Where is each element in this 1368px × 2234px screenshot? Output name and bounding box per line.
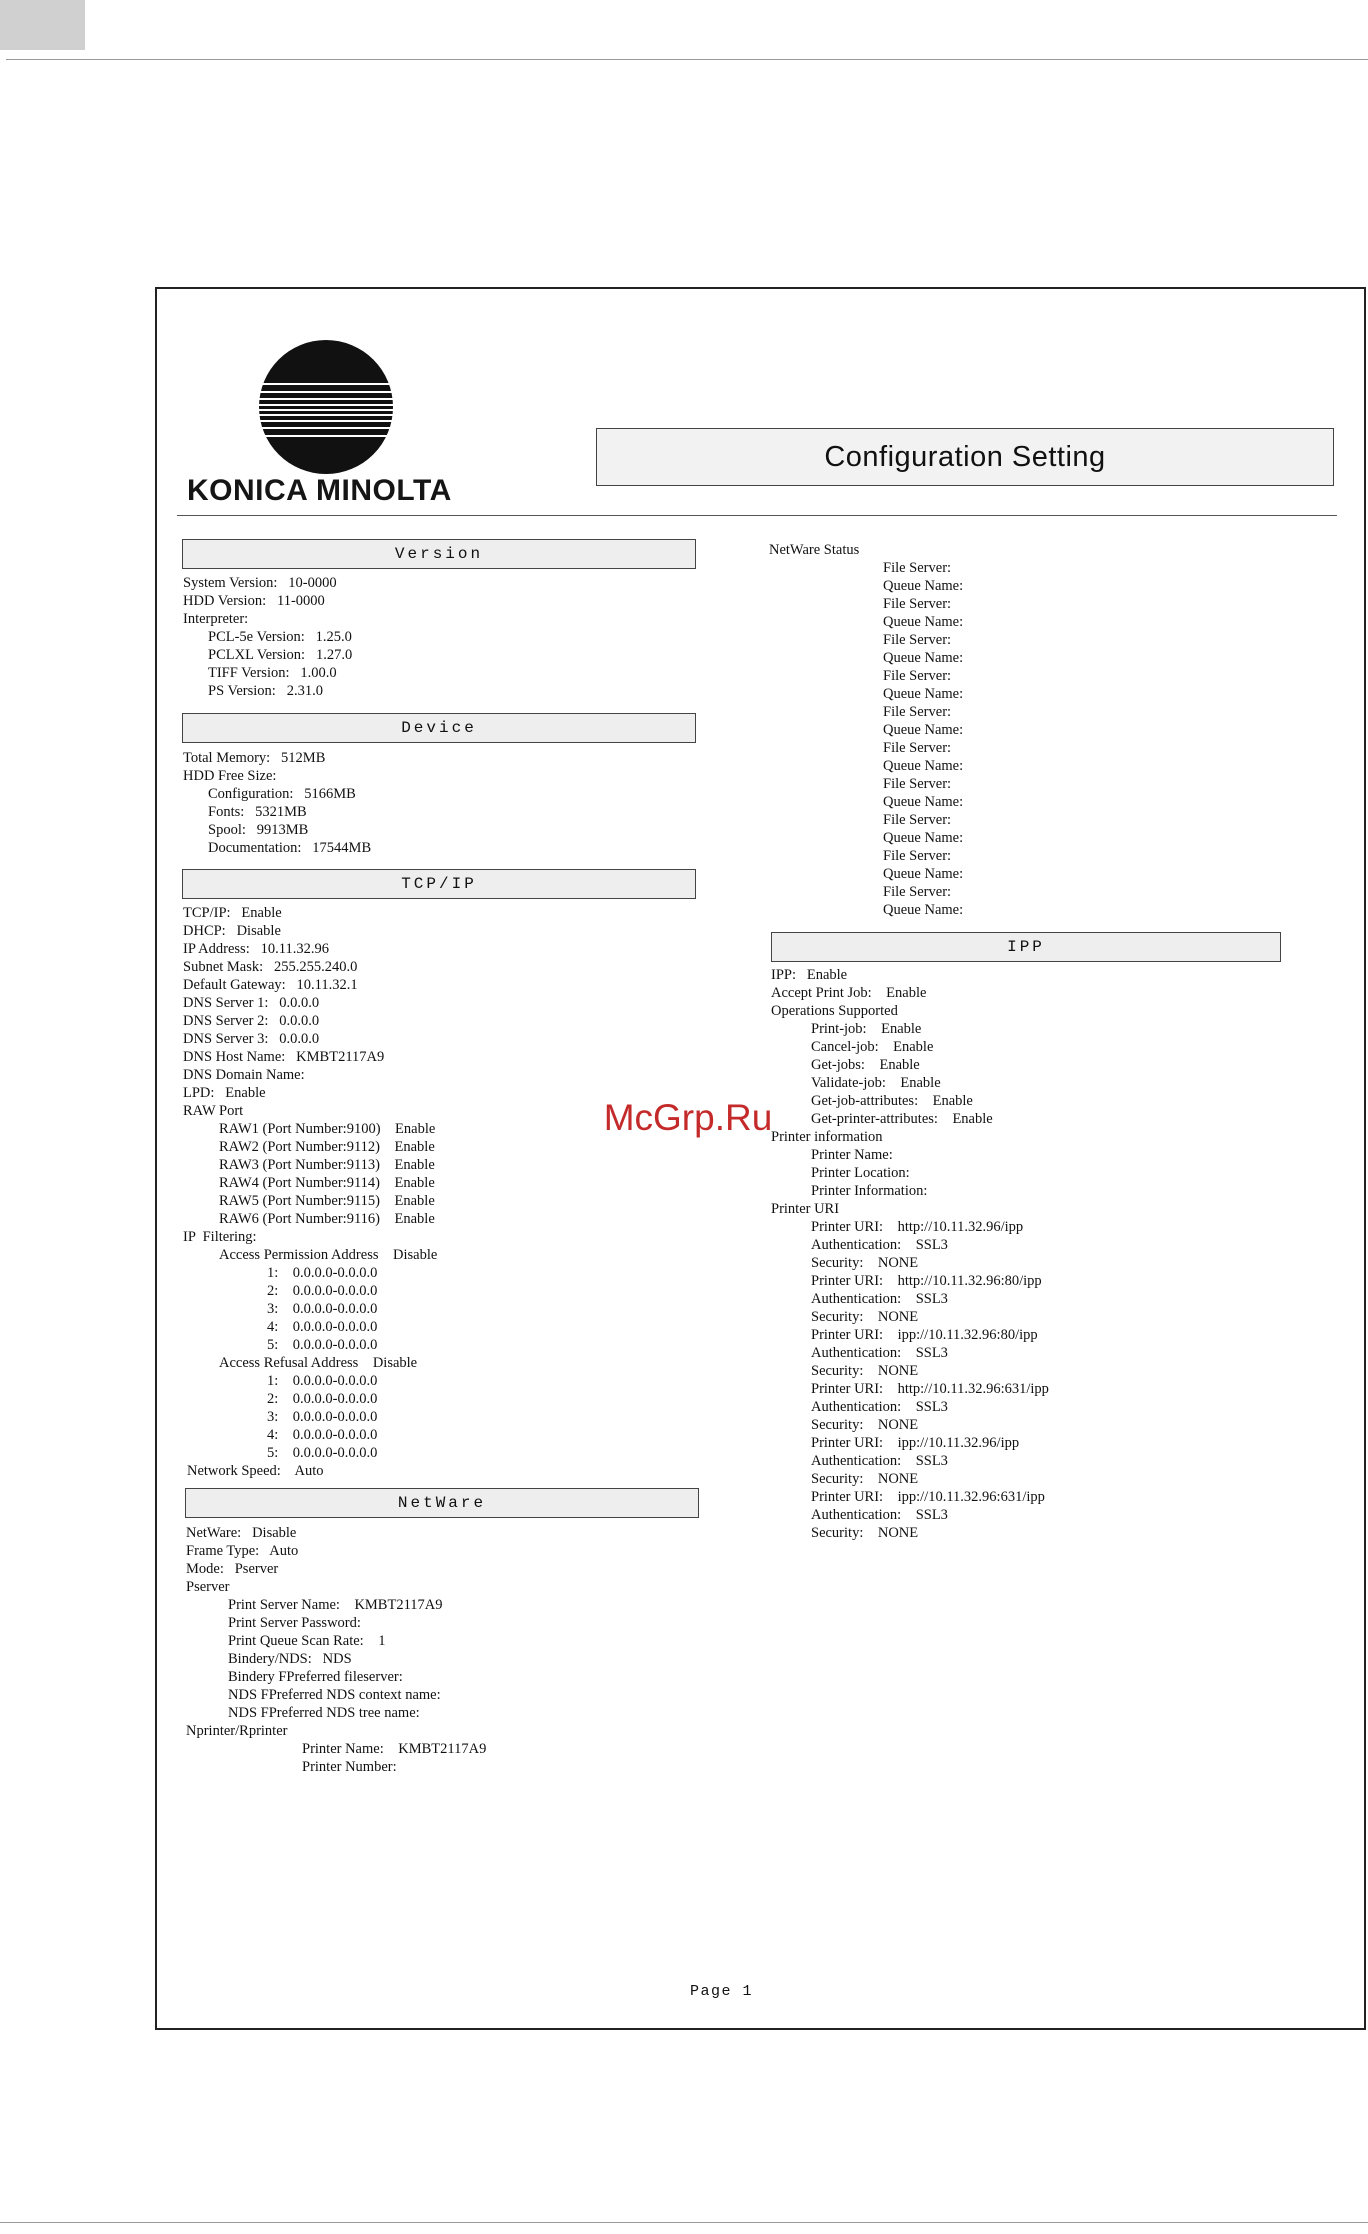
- config-line: PS Version: 2.31.0: [208, 683, 323, 699]
- config-line: Configuration: 5166MB: [208, 786, 356, 802]
- config-line: DNS Host Name: KMBT2117A9: [183, 1049, 385, 1065]
- config-line: 3: 0.0.0.0-0.0.0.0: [267, 1301, 378, 1317]
- config-line: Printer Information:: [811, 1183, 928, 1199]
- config-line: DNS Server 2: 0.0.0.0: [183, 1013, 320, 1029]
- config-line: 3: 0.0.0.0-0.0.0.0: [267, 1409, 378, 1425]
- section-header-version: Version: [182, 539, 696, 569]
- config-line: RAW Port: [183, 1103, 244, 1119]
- config-line: RAW4 (Port Number:9114) Enable: [219, 1175, 435, 1191]
- config-line: 2: 0.0.0.0-0.0.0.0: [267, 1283, 378, 1299]
- config-line: IP Filtering:: [183, 1229, 257, 1245]
- config-line: IPP: Enable: [771, 967, 848, 983]
- config-line: File Server:: [883, 776, 952, 792]
- config-line: Frame Type: Auto: [186, 1543, 299, 1559]
- config-line: Print Server Name: KMBT2117A9: [228, 1597, 443, 1613]
- config-line: System Version: 10-0000: [183, 575, 337, 591]
- config-line: Queue Name:: [883, 650, 964, 666]
- config-line: Pserver: [186, 1579, 230, 1595]
- config-line: Queue Name:: [883, 830, 964, 846]
- config-line: Queue Name:: [883, 578, 964, 594]
- config-line: DNS Server 1: 0.0.0.0: [183, 995, 320, 1011]
- config-line: Nprinter/Rprinter: [186, 1723, 288, 1739]
- config-line: Network Speed: Auto: [187, 1463, 324, 1479]
- config-line: Queue Name:: [883, 722, 964, 738]
- config-line: File Server:: [883, 560, 952, 576]
- config-line: Printer Name: KMBT2117A9: [302, 1741, 487, 1757]
- section-header-device: Device: [182, 713, 696, 743]
- config-line: RAW2 (Port Number:9112) Enable: [219, 1139, 435, 1155]
- config-line: Security: NONE: [811, 1363, 919, 1379]
- config-line: File Server:: [883, 740, 952, 756]
- config-line: Queue Name:: [883, 758, 964, 774]
- config-line: PCLXL Version: 1.27.0: [208, 647, 353, 663]
- config-line: Printer URI: http://10.11.32.96/ipp: [811, 1219, 1024, 1235]
- config-line: TIFF Version: 1.00.0: [208, 665, 337, 681]
- section-header-netware: NetWare: [185, 1488, 699, 1518]
- config-line: Print Queue Scan Rate: 1: [228, 1633, 386, 1649]
- config-line: RAW3 (Port Number:9113) Enable: [219, 1157, 435, 1173]
- watermark-text: McGrp.Ru: [603, 1097, 773, 1138]
- config-line: Spool: 9913MB: [208, 822, 309, 838]
- configuration-page: [155, 287, 1366, 2030]
- config-line: HDD Version: 11-0000: [183, 593, 325, 609]
- config-line: Documentation: 17544MB: [208, 840, 372, 856]
- config-line: File Server:: [883, 704, 952, 720]
- config-line: DNS Domain Name:: [183, 1067, 305, 1083]
- config-line: 2: 0.0.0.0-0.0.0.0: [267, 1391, 378, 1407]
- config-line: Bindery FPreferred fileserver:: [228, 1669, 403, 1685]
- config-line: Bindery/NDS: NDS: [228, 1651, 352, 1667]
- config-line: Queue Name:: [883, 686, 964, 702]
- config-line: Authentication: SSL3: [811, 1345, 948, 1361]
- config-line: Authentication: SSL3: [811, 1291, 948, 1307]
- config-line: Mode: Pserver: [186, 1561, 279, 1577]
- config-line: Printer URI: ipp://10.11.32.96:631/ipp: [811, 1489, 1045, 1505]
- config-line: Security: NONE: [811, 1525, 919, 1541]
- config-line: Authentication: SSL3: [811, 1399, 948, 1415]
- config-line: 5: 0.0.0.0-0.0.0.0: [267, 1445, 378, 1461]
- brand-wordmark: KONICA MINOLTA: [187, 474, 452, 507]
- config-line: Access Refusal Address Disable: [219, 1355, 418, 1371]
- config-line: Print-job: Enable: [811, 1021, 922, 1037]
- config-line: 4: 0.0.0.0-0.0.0.0: [267, 1319, 378, 1335]
- config-line: Printer URI: http://10.11.32.96:80/ipp: [811, 1273, 1042, 1289]
- config-line: Security: NONE: [811, 1309, 919, 1325]
- config-line: Security: NONE: [811, 1471, 919, 1487]
- config-line: Total Memory: 512MB: [183, 750, 326, 766]
- section-header-ipp: IPP: [771, 932, 1281, 962]
- config-line: Security: NONE: [811, 1417, 919, 1433]
- config-line: Authentication: SSL3: [811, 1453, 948, 1469]
- config-line: Authentication: SSL3: [811, 1237, 948, 1253]
- config-line: Default Gateway: 10.11.32.1: [183, 977, 358, 993]
- config-line: Get-job-attributes: Enable: [811, 1093, 973, 1109]
- config-line: Fonts: 5321MB: [208, 804, 307, 820]
- config-line: IP Address: 10.11.32.96: [183, 941, 329, 957]
- config-line: 5: 0.0.0.0-0.0.0.0: [267, 1337, 378, 1353]
- config-line: Interpreter:: [183, 611, 249, 627]
- config-line: Printer Name:: [811, 1147, 893, 1163]
- config-line: RAW6 (Port Number:9116) Enable: [219, 1211, 435, 1227]
- config-line: NetWare Status: [769, 542, 860, 558]
- config-line: Queue Name:: [883, 794, 964, 810]
- config-line: Printer Number:: [302, 1759, 397, 1775]
- config-line: File Server:: [883, 632, 952, 648]
- config-line: Queue Name:: [883, 614, 964, 630]
- globe-emblem-icon: [258, 339, 394, 475]
- config-line: Queue Name:: [883, 866, 964, 882]
- config-line: RAW1 (Port Number:9100) Enable: [219, 1121, 436, 1137]
- report-title: Configuration Setting: [596, 428, 1334, 486]
- config-line: Printer URI: [771, 1201, 840, 1217]
- config-line: DHCP: Disable: [183, 923, 281, 939]
- config-line: NDS FPreferred NDS tree name:: [228, 1705, 420, 1721]
- config-line: 1: 0.0.0.0-0.0.0.0: [267, 1265, 378, 1281]
- top-rule: [6, 59, 1368, 60]
- config-line: LPD: Enable: [183, 1085, 266, 1101]
- config-line: Validate-job: Enable: [811, 1075, 941, 1091]
- config-line: RAW5 (Port Number:9115) Enable: [219, 1193, 435, 1209]
- config-line: HDD Free Size:: [183, 768, 277, 784]
- config-line: Access Permission Address Disable: [219, 1247, 438, 1263]
- config-line: Cancel-job: Enable: [811, 1039, 934, 1055]
- section-header-tcpip: TCP/IP: [182, 869, 696, 899]
- config-line: Operations Supported: [771, 1003, 898, 1019]
- config-line: File Server:: [883, 668, 952, 684]
- config-line: Print Server Password:: [228, 1615, 361, 1631]
- config-line: NetWare: Disable: [186, 1525, 297, 1541]
- config-line: File Server:: [883, 848, 952, 864]
- header-rule: [177, 515, 1337, 516]
- config-line: Subnet Mask: 255.255.240.0: [183, 959, 358, 975]
- config-line: PCL-5e Version: 1.25.0: [208, 629, 352, 645]
- config-line: 4: 0.0.0.0-0.0.0.0: [267, 1427, 378, 1443]
- config-line: Printer information: [771, 1129, 883, 1145]
- config-line: File Server:: [883, 812, 952, 828]
- config-line: Printer URI: http://10.11.32.96:631/ipp: [811, 1381, 1049, 1397]
- config-line: Printer URI: ipp://10.11.32.96/ipp: [811, 1435, 1020, 1451]
- brand-logo: [187, 339, 457, 519]
- config-line: Authentication: SSL3: [811, 1507, 948, 1523]
- config-line: Get-printer-attributes: Enable: [811, 1111, 993, 1127]
- config-line: File Server:: [883, 596, 952, 612]
- config-line: TCP/IP: Enable: [183, 905, 282, 921]
- config-line: Queue Name:: [883, 902, 964, 918]
- config-line: File Server:: [883, 884, 952, 900]
- page-number: Page 1: [690, 1983, 754, 2000]
- config-line: Printer URI: ipp://10.11.32.96:80/ipp: [811, 1327, 1038, 1343]
- config-line: Printer Location:: [811, 1165, 910, 1181]
- bottom-rule: [0, 2222, 1368, 2223]
- config-line: 1: 0.0.0.0-0.0.0.0: [267, 1373, 378, 1389]
- config-line: NDS FPreferred NDS context name:: [228, 1687, 441, 1703]
- config-line: DNS Server 3: 0.0.0.0: [183, 1031, 320, 1047]
- config-line: Security: NONE: [811, 1255, 919, 1271]
- corner-tab-block: [0, 0, 85, 50]
- config-line: Accept Print Job: Enable: [771, 985, 927, 1001]
- config-line: Get-jobs: Enable: [811, 1057, 920, 1073]
